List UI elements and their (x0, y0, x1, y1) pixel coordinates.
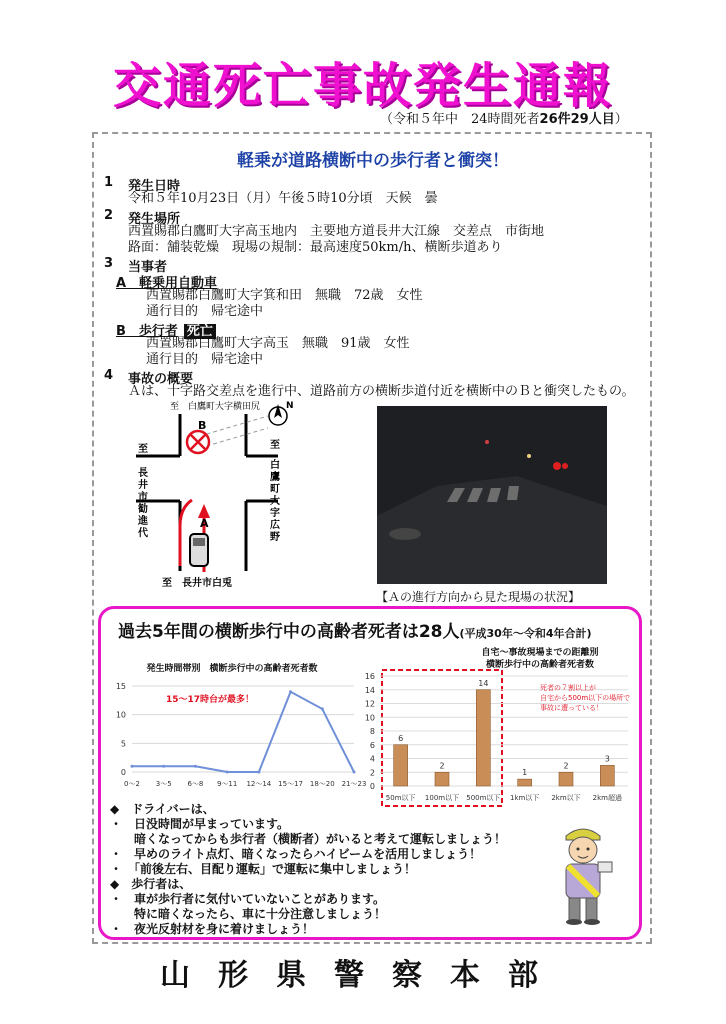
bar-xtick-3: 1km以下 (510, 794, 540, 802)
svg-text:鷹: 鷹 (270, 472, 280, 483)
bar-ytick-7: 14 (364, 685, 375, 695)
svg-text:代: 代 (138, 528, 148, 539)
line-point-4 (257, 771, 260, 774)
line-annotation: 15～17時台が最多！ (166, 695, 255, 705)
line-point-2 (194, 765, 197, 768)
statistics-title (118, 617, 592, 642)
statistics-title-note: (平成30年～令和4年合計) (459, 627, 592, 640)
bar-label-4: 2 (563, 761, 569, 771)
scene-photo (377, 406, 607, 584)
bar-ytick-4: 8 (369, 727, 375, 736)
headline: 軽乗が道路横断中の歩行者と衝突！ (237, 151, 509, 171)
line-ytick-0: 0 (120, 768, 126, 777)
section-4-title: 事故の概要 (128, 372, 194, 387)
diagram-north: N (286, 401, 294, 411)
diagram-bottom-label: 至 長井市白兎 (162, 578, 232, 589)
bar-chart-title-line2: 横断歩行中の高齢者死者数 (485, 660, 594, 670)
intersection-diagram (118, 396, 318, 596)
driver-tip-1: ・ 日没時間が早まっています。 (110, 817, 290, 831)
crossing-guard-illustration (548, 822, 618, 926)
party-a-purpose: 通行目的 帰宅途中 (146, 304, 264, 319)
bar-annotation-2: 自宅から500m以下の場所で (540, 694, 631, 702)
bar-xtick-2: 500m以下 (466, 794, 501, 802)
distance-from-home-chart (360, 668, 636, 808)
svg-text:野: 野 (270, 532, 280, 543)
diagram-point-a: A (200, 517, 209, 530)
bar-xtick-5: 2km超過 (592, 794, 622, 802)
issuer-footer: 山形県警察本部 (160, 958, 566, 993)
death-badge: 死亡 (184, 324, 216, 339)
section-3-title: 当事者 (128, 260, 168, 275)
svg-text:進: 進 (138, 516, 148, 527)
diagram-right-label (270, 438, 281, 543)
line-point-3 (226, 771, 229, 774)
line-point-7 (353, 771, 356, 774)
section-4-num: 4 (104, 368, 114, 383)
bar-ytick-3: 6 (369, 740, 375, 750)
bar-label-1: 2 (439, 761, 445, 771)
occurrence-datetime: 令和５年10月23日（月）午後５時10分頃 天候 曇 (128, 191, 438, 206)
driver-tip-4: ・ 「前後左右、目配り運転」で運転に集中しましょう！ (110, 862, 417, 876)
line-chart-title: 発生時間帯別 横断歩行中の高齢者死者数 (146, 664, 318, 674)
bar-ytick-1: 2 (369, 768, 375, 778)
svg-text:至: 至 (138, 444, 148, 455)
line-ytick-1: 5 (120, 739, 126, 749)
subtitle-prefix: （令和５年中 24時間死者 (380, 112, 540, 127)
pedestrian-tip-3: ・ 夜光反射材を身に着けましょう！ (110, 922, 315, 936)
svg-text:長: 長 (138, 468, 148, 479)
photo-caption: 【Ａの進行方向から見た現場の状況】 (376, 590, 581, 604)
line-xtick-3: 9～11 (216, 780, 238, 788)
party-a-label: A 軽乗用自動車 (116, 276, 218, 291)
bar-chart-title-line1: 自宅～事故現場までの距離別 (481, 648, 599, 658)
svg-text:白: 白 (270, 460, 280, 471)
line-ytick-3: 15 (115, 682, 126, 691)
bar-ytick-5: 10 (364, 713, 375, 723)
svg-text:勧: 勧 (138, 504, 148, 515)
bar-xtick-1: 100m以下 (424, 794, 460, 802)
bar-label-2: 14 (478, 678, 489, 688)
line-point-1 (162, 765, 165, 768)
bar-xtick-0: 50m以下 (385, 794, 416, 802)
road-conditions: 路面：舗装乾燥 現場の規制：最高速度50km/h、横断歩道あり (128, 240, 503, 255)
tips-driver (110, 802, 506, 937)
party-b-label: B 歩行者 (116, 324, 178, 339)
driver-tip-2: 暗くなってからも歩行者（横断者）がいると考えて運転しましょう！ (134, 832, 507, 846)
bar-4 (559, 772, 573, 786)
line-xtick-5: 15～17 (278, 780, 303, 788)
subtitle-count: 26件29人目 (539, 112, 615, 127)
accident-summary: Ａは、十字路交差点を進行中、道路前方の横断歩道付近を横断中のＢと衝突したもの。 (128, 384, 635, 399)
bar-ytick-8: 16 (364, 672, 375, 681)
section-3-num: 3 (104, 256, 114, 271)
party-b-purpose: 通行目的 帰宅途中 (146, 352, 264, 367)
bar-label-3: 1 (522, 768, 528, 778)
bar-0 (394, 745, 408, 786)
bar-2 (476, 690, 490, 786)
section-2-num: 2 (104, 208, 114, 223)
bar-label-0: 6 (398, 733, 404, 743)
time-of-day-chart (108, 672, 367, 798)
party-a-info: 西置賜郡白鷹町大字箕和田 無職 72歳 女性 (146, 288, 423, 303)
diagram-point-b: B (198, 419, 207, 432)
bar-annotation-3: 事故に遭っている！ (540, 704, 603, 712)
statistics-title-main: 過去5年間の横断歩行中の高齢者死者は28人 (118, 622, 460, 642)
bar-1 (435, 772, 449, 786)
pedestrian-heading: ◆ 歩行者は、 (110, 877, 192, 891)
svg-text:字: 字 (270, 508, 280, 519)
svg-text:井: 井 (138, 480, 148, 491)
svg-text:市: 市 (138, 492, 148, 503)
pedestrian-tip-1: ・ 車が歩行者に気付いていないことがあります。 (110, 892, 386, 906)
line-xtick-6: 18～20 (309, 780, 335, 788)
diagram-top-label: 至 白鷹町大字横田尻 (170, 402, 261, 412)
section-1-num: 1 (104, 175, 114, 190)
bar-3 (518, 779, 532, 786)
bar-5 (600, 765, 614, 786)
svg-text:大: 大 (270, 496, 280, 507)
fatality-count-subtitle (380, 108, 628, 127)
section-1-title: 発生日時 (128, 179, 181, 194)
svg-text:至: 至 (270, 440, 280, 451)
line-xtick-0: 0～2 (124, 780, 140, 788)
bulletin-title: 交通死亡事故発生通報 (112, 58, 613, 114)
line-xtick-1: 3～5 (155, 780, 172, 788)
subtitle-suffix: ） (614, 112, 628, 127)
line-xtick-4: 12～14 (246, 780, 272, 788)
line-xtick-7: 21～23 (341, 780, 367, 788)
line-xtick-2: 6～8 (187, 780, 204, 788)
driver-tip-3: ・ 早めのライト点灯、暗くなったらハイビームを活用しましょう！ (110, 847, 482, 861)
line-point-5 (289, 690, 292, 693)
party-b-info: 西置賜郡白鷹町大字高玉 無職 91歳 女性 (146, 336, 410, 351)
pedestrian-tip-2: 特に暗くなったら、車に十分注意しましょう！ (134, 907, 387, 921)
bar-ytick-0: 0 (369, 782, 375, 791)
svg-text:広: 広 (270, 520, 280, 531)
bar-ytick-6: 12 (364, 699, 375, 709)
bar-label-5: 3 (604, 754, 610, 764)
bar-xtick-4: 2km以下 (551, 794, 581, 802)
line-ytick-2: 10 (115, 710, 126, 720)
section-2-title: 発生場所 (128, 212, 181, 227)
bar-annotation-1: 死者の７割以上が (540, 684, 596, 692)
line-point-0 (131, 765, 134, 768)
bar-ytick-2: 4 (369, 754, 375, 764)
location-line: 西置賜郡白鷹町大字高玉地内 主要地方道長井大江線 交差点 市街地 (128, 224, 545, 239)
line-point-6 (321, 707, 324, 710)
svg-text:町: 町 (270, 484, 280, 495)
driver-heading: ◆ ドライバーは、 (110, 802, 215, 816)
